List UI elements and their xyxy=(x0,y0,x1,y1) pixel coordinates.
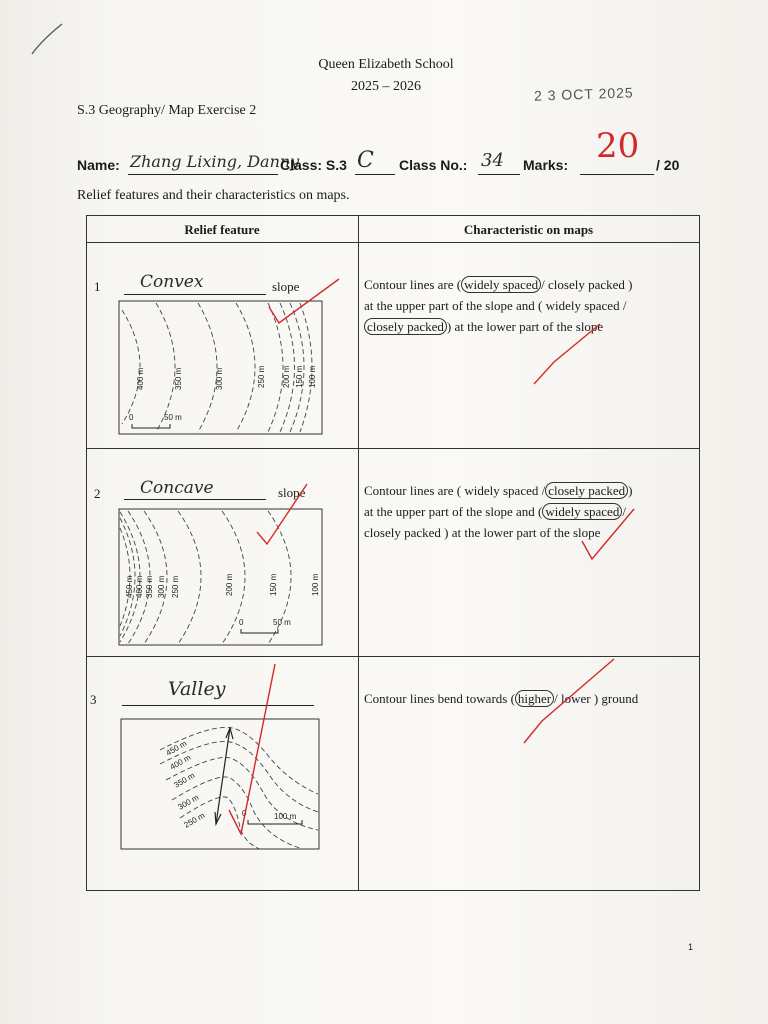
class-no-underline xyxy=(478,174,520,175)
slope-label: slope xyxy=(278,485,306,500)
map-label: 100 m xyxy=(311,573,320,596)
slope-label: slope xyxy=(272,279,300,294)
answer-underline xyxy=(124,499,266,500)
answer-concave: Concave xyxy=(140,478,214,498)
scale-distance: 50 m xyxy=(164,413,182,422)
characteristic-text: Contour lines are ( widely spaced / closely packed ) at the upper part of the slope and ( widely spaced / closely packed ) at the lower part of the slope xyxy=(364,277,633,334)
corner-tick-mark xyxy=(28,20,68,60)
name-underline xyxy=(128,174,278,175)
red-check-mark xyxy=(225,660,285,840)
red-check-mark xyxy=(255,480,315,550)
map-label: 350 m xyxy=(172,770,197,790)
header-characteristic: Characteristic on maps xyxy=(463,222,594,237)
circled-answer: closely packed xyxy=(364,318,447,335)
school-name: Queen Elizabeth School xyxy=(318,57,454,72)
map-label: 100 m xyxy=(308,365,317,388)
table-border-bottom xyxy=(86,890,700,891)
marks-value: 20 xyxy=(596,126,640,166)
red-check-mark xyxy=(580,505,640,565)
page-number: 1 xyxy=(688,942,694,952)
answer-underline xyxy=(122,705,314,706)
exercise-title: S.3 Geography/ Map Exercise 2 xyxy=(77,103,257,118)
scale-zero: 0 xyxy=(239,618,244,627)
marks-underline xyxy=(580,174,654,175)
header-relief-feature: Relief feature xyxy=(184,222,260,237)
red-check-mark xyxy=(520,655,620,750)
marks-label: Marks: xyxy=(523,157,569,173)
map-label: 350 m xyxy=(174,367,183,390)
red-check-mark xyxy=(528,320,608,390)
map-label: 250 m xyxy=(182,810,207,830)
map-label: 300 m xyxy=(157,575,166,598)
class-label: Class: S.3 xyxy=(280,157,347,173)
class-no-label: Class No.: xyxy=(399,157,468,173)
red-check-mark xyxy=(265,275,345,355)
class-underline xyxy=(355,174,395,175)
map-label: 200 m xyxy=(282,365,291,388)
table-border-right xyxy=(699,215,700,891)
scale-zero: 0 xyxy=(129,413,134,422)
answer-valley: Valley xyxy=(168,678,226,700)
scale-zero: 0 xyxy=(242,809,247,818)
table-header-divider xyxy=(86,242,700,243)
answer-underline xyxy=(124,294,266,295)
map-label: 450 m xyxy=(164,738,189,758)
map-label: 150 m xyxy=(295,365,304,388)
circled-answer: widely spaced xyxy=(461,276,541,293)
circled-answer: higher xyxy=(515,690,554,707)
characteristic-text: Contour lines are ( widely spaced / closely packed ) at the upper part of the slope and ( widely spaced / closely packed ) at the lower part of the slope xyxy=(364,483,633,540)
school-year: 2025 – 2026 xyxy=(351,79,421,94)
table-border-top xyxy=(86,215,700,216)
map-label: 200 m xyxy=(225,573,234,596)
map-label: 300 m xyxy=(215,367,224,390)
map-label: 400 m xyxy=(135,575,144,598)
intro-text: Relief features and their characteristics on maps. xyxy=(77,188,350,203)
date-stamp: 2 3 OCT 2025 xyxy=(533,84,634,104)
map-label: 450 m xyxy=(125,575,134,598)
answer-convex: Convex xyxy=(140,272,204,292)
map-label: 300 m xyxy=(176,792,201,812)
scale-distance: 100 m xyxy=(274,812,297,821)
marks-total: / 20 xyxy=(656,157,680,173)
name-label: Name: xyxy=(77,157,120,173)
class-value: C xyxy=(357,148,374,173)
class-no-value: 34 xyxy=(481,150,504,171)
map-label: 400 m xyxy=(168,752,193,772)
scale-distance: 50 m xyxy=(273,618,291,627)
map-label: 400 m xyxy=(136,367,145,390)
row-number: 1 xyxy=(94,279,101,294)
map-label: 250 m xyxy=(171,575,180,598)
map-label: 250 m xyxy=(257,365,266,388)
row-number: 2 xyxy=(94,486,101,501)
table-row-divider xyxy=(86,448,700,449)
characteristic-text: Contour lines bend towards ( higher / lower ) ground xyxy=(364,691,639,706)
map-label: 350 m xyxy=(145,575,154,598)
circled-answer: closely packed xyxy=(545,482,628,499)
table-border-left xyxy=(86,215,87,891)
table-column-divider xyxy=(358,215,359,891)
row-number: 3 xyxy=(90,692,97,707)
valley-map xyxy=(120,718,320,850)
circled-answer: widely spaced xyxy=(542,503,622,520)
map-label: 150 m xyxy=(269,573,278,596)
name-value: Zhang Lixing, Danny xyxy=(130,152,300,171)
